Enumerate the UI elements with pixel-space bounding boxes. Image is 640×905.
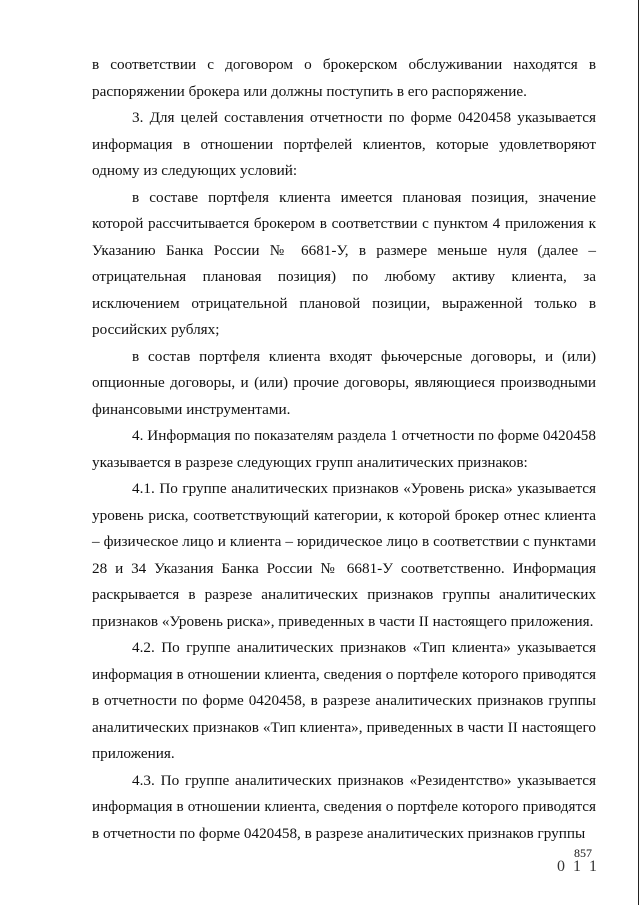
paragraph-4: 4. Информация по показателям раздела 1 отчетности по форме 0420458 указывается в разрезе следующих групп аналитических признаков: [92,427,596,471]
paragraph-4-3: 4.3. По группе аналитических признаков «Резидентство» указывается информация в отношении клиента, сведения о портфеле которого приводятся в отчетности по форме 0420458, в разрезе аналитических признаков группы [92,771,596,842]
stamp-mark: 0 1 1 [557,858,599,875]
body-text [92,52,596,847]
page-edge-line [638,0,639,905]
paragraph-condition-2: в состав портфеля клиента входят фьючерсные договоры, и (или) опционные договоры, и (или) прочие договоры, являющиеся производными финансовыми инструментами. [92,347,596,418]
paragraph-3: 3. Для целей составления отчетности по форме 0420458 указывается информация в отношении портфелей клиентов, которые удовлетворяют одному из следующих условий: [92,109,596,179]
paragraph-4-2: 4.2. По группе аналитических признаков «Тип клиента» указывается информация в отношении клиента, сведения о портфеле которого приводятся в отчетности по форме 0420458, в разрезе аналитических признаков группы аналитических признаков «Тип клиента», приведенных в части II настоящего приложения. [92,639,596,762]
paragraph-condition-1: в составе портфеля клиента имеется плановая позиция, значение которой рассчитывается брокером в соответствии с пунктом 4 приложения к Указанию Банка России № 6681-У, в размере меньше нуля (далее – отрицательная плановая позиция) по любому активу клиента, за исключением отрицательной плановой позиции, выраженной только в российских рублях; [92,188,596,338]
paragraph-continuation: в соответствии с договором о брокерском обслуживании находятся в распоряжении брокера или должны поступить в его распоряжение. [92,56,596,100]
paragraph-4-1: 4.1. По группе аналитических признаков «Уровень риска» указывается уровень риска, соответствующий категории, к которой брокер отнес клиента – физическое лицо и клиента – юридическое лицо в соответствии с пунктами 28 и 34 Указания Банка России № 6681-У соответственно. Информация раскрывается в разрезе аналитических признаков группы аналитических признаков «Уровень риска», приведенных в части II настоящего приложения. [92,480,596,630]
page-number: 857 [574,846,592,860]
